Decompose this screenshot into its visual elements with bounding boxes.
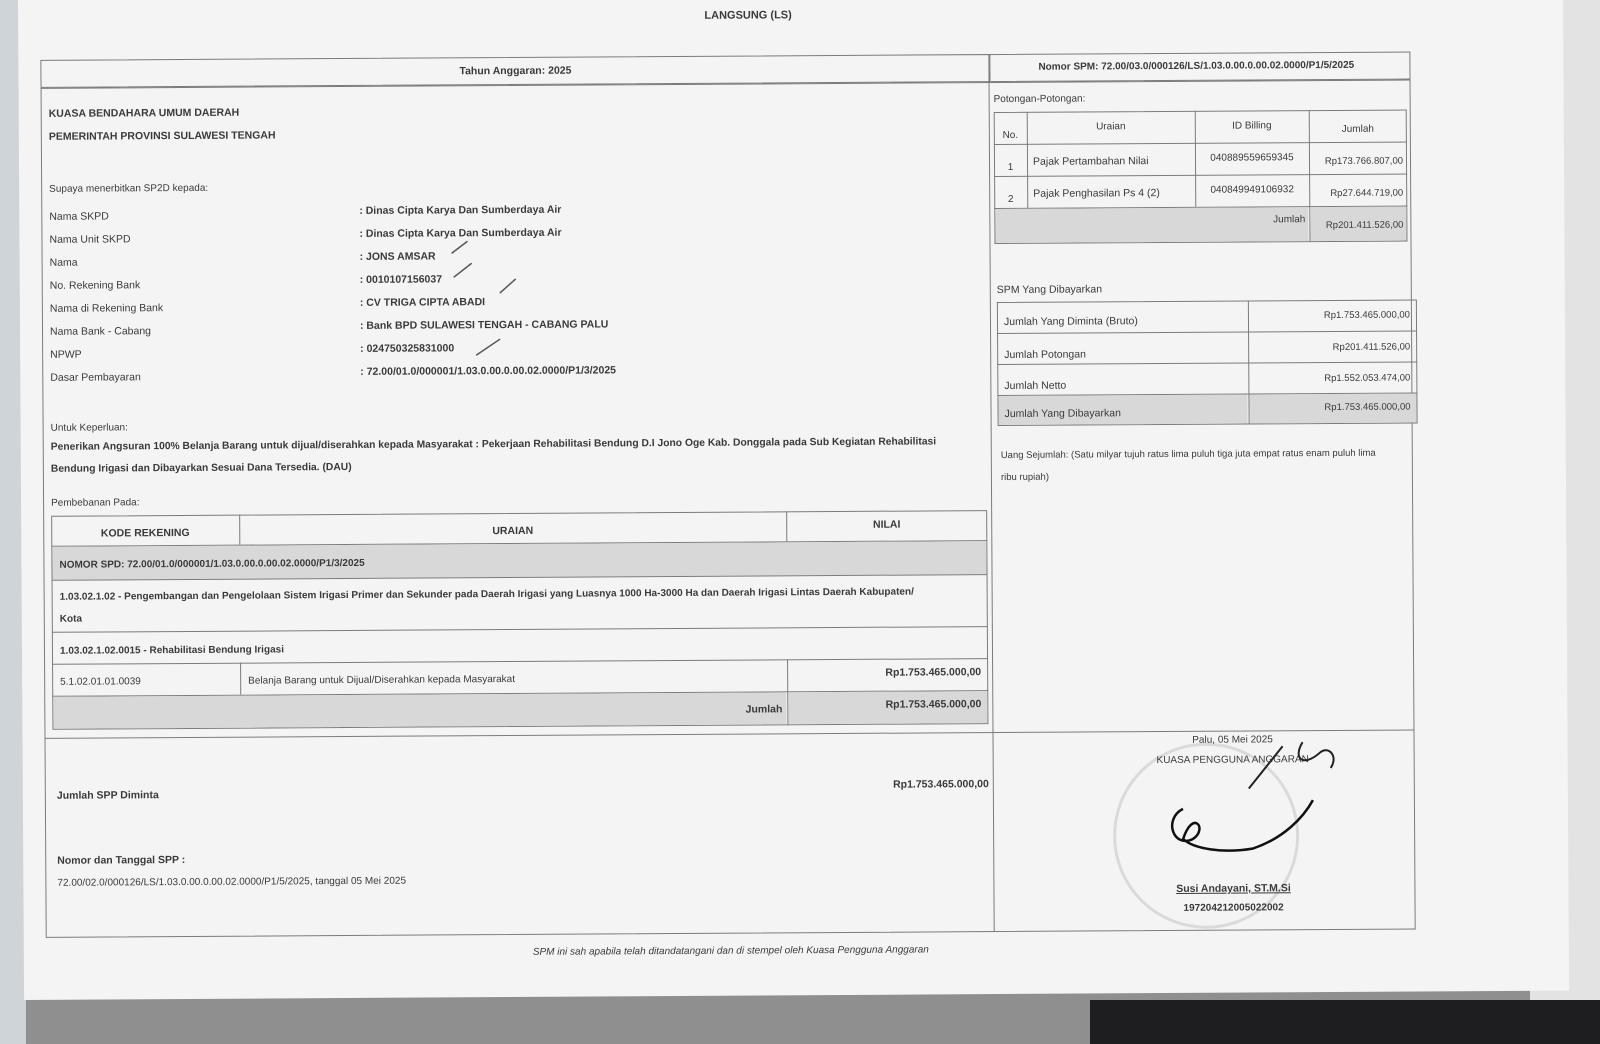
field-label: Nama di Rekening Bank — [49, 302, 164, 315]
col-line — [240, 663, 241, 695]
supaya-label: Supaya menerbitkan SP2D kepada: — [49, 182, 209, 195]
spm-value: Rp1.753.465.000,00 — [1324, 401, 1411, 414]
nomor-spd: NOMOR SPD: 72.00/01.0/000001/1.03.0.00.0.00.02.0000/P1/3/2025 — [59, 557, 365, 571]
tahun-anggaran: Tahun Anggaran: 2025 — [459, 64, 572, 78]
nomor-spp-label: Nomor dan Tanggal SPP : — [57, 853, 186, 867]
jumlah-value: Rp1.753.465.000,00 — [885, 698, 982, 711]
subkegiatan: 1.03.02.1.02.0015 - Rehabilitasi Bendung Irigasi — [59, 644, 284, 657]
org-line-2: PEMERINTAH PROVINSI SULAWESI TENGAH — [48, 129, 276, 143]
p-jumlah: Rp27.644.719,00 — [1330, 187, 1404, 199]
pembebanan-label: Pembebanan Pada: — [51, 497, 140, 509]
field-value: : CV TRIGA CIPTA ABADI — [359, 296, 486, 309]
p-uraian: Pajak Pertambahan Nilai — [1032, 155, 1149, 168]
field-value: : Bank BPD SULAWESI TENGAH - CABANG PALU — [359, 318, 609, 332]
nomor-spm: Nomor SPM: 72.00/03.0/000126/LS/1.03.0.00.0.00.02.0000/P1/5/2025 — [1038, 59, 1355, 73]
check-marks — [449, 235, 560, 366]
program-line-1: 1.03.02.1.02 - Pengembangan dan Pengelolaan Sistem Irigasi Primer dan Sekunder pada Daerah Irigasi yang Luasnya 1000 Ha-3000 Ha dan Daerah Irigasi Lintas Daerah Kabupaten/ — [59, 586, 914, 603]
spm-label: Jumlah Potongan — [1004, 348, 1086, 361]
p-billing: 040849949106932 — [1210, 184, 1294, 196]
field-value: : JONS AMSAR — [359, 250, 436, 263]
spm-document — [18, 0, 1569, 1000]
untuk-line-2: Bendung Irigasi dan Dibayarkan Sesuai Dana Tersedia. (DAU) — [50, 461, 352, 475]
field-label: Dasar Pembayaran — [50, 371, 141, 384]
row-nilai: Rp1.753.465.000,00 — [885, 666, 982, 679]
potongan-title: Potongan-Potongan: — [993, 93, 1086, 106]
field-label: Nama SKPD — [49, 210, 109, 223]
p-jumlah-label: Jumlah — [1273, 214, 1306, 226]
untuk-line-1: Penerikan Angsuran 100% Belanja Barang untuk dijual/diserahkan kepada Masyarakat : Pekerjaan Rehabilitasi Bendung D.I Jono Oge Kab. Donggala pada Sub Kegiatan Rehabilitasi — [50, 436, 937, 453]
row-kode: 5.1.02.01.01.0039 — [60, 676, 141, 688]
jumlah-label: Jumlah — [745, 703, 783, 716]
p-jumlah-value: Rp201.411.526,00 — [1325, 219, 1404, 232]
field-label: No. Rekening Bank — [49, 279, 141, 292]
spm-value: Rp1.552.053.474,00 — [1324, 372, 1411, 385]
handwritten-signature — [1153, 738, 1354, 869]
pth-uraian: Uraian — [1096, 121, 1126, 133]
pth-billing: ID Billing — [1232, 120, 1272, 132]
spm-value: Rp1.753.465.000,00 — [1323, 309, 1410, 322]
th-kode: KODE REKENING — [100, 526, 190, 540]
doc-title: LANGSUNG (LS) — [704, 9, 792, 22]
field-label: Nama Bank - Cabang — [49, 325, 152, 338]
p-no: 2 — [1007, 193, 1014, 205]
footer-note: SPM ini sah apabila telah ditandatangani dan di stempel oleh Kuasa Pengguna Anggaran — [532, 944, 929, 958]
sign-name: Susi Andayani, ST.M.Si — [1176, 882, 1291, 895]
th-uraian: URAIAN — [492, 524, 534, 538]
spm-label: Jumlah Netto — [1004, 379, 1067, 392]
field-value: : Dinas Cipta Karya Dan Sumberdaya Air — [359, 203, 562, 217]
sign-nip: 197204212005022002 — [1183, 902, 1284, 914]
spm-label: Jumlah Yang Dibayarkan — [1004, 407, 1121, 420]
field-value: : 0010107156037 — [359, 273, 443, 286]
pth-jumlah: Jumlah — [1341, 123, 1374, 135]
jumlah-spp-value: Rp1.753.465.000,00 — [893, 778, 989, 791]
spm-label: Jumlah Yang Diminta (Bruto) — [1003, 315, 1138, 328]
nomor-spp-value: 72.00/02.0/000126/LS/1.03.0.00.0.00.02.0000/P1/5/2025, tanggal 05 Mei 2025 — [57, 875, 407, 889]
field-label: Nama Unit SKPD — [49, 233, 131, 246]
field-value: : 024750325831000 — [360, 342, 455, 355]
field-value: : 72.00/01.0/000001/1.03.0.00.0.00.02.0000/P1/3/2025 — [360, 364, 617, 378]
untuk-label: Untuk Keperluan: — [50, 422, 128, 434]
p-billing: 040889559659345 — [1210, 152, 1294, 164]
uang-line-2: ribu rupiah) — [1000, 471, 1050, 484]
row-uraian: Belanja Barang untuk Dijual/Diserahkan kepada Masyarakat — [248, 673, 516, 687]
field-label: NPWP — [50, 348, 82, 361]
org-line-1: KUASA BENDAHARA UMUM DAERAH — [48, 106, 240, 120]
sign-place-date: Palu, 05 Mei 2025 — [1192, 734, 1273, 746]
p-jumlah: Rp173.766.807,00 — [1324, 155, 1404, 168]
field-value: : Dinas Cipta Karya Dan Sumberdaya Air — [359, 226, 562, 240]
background-desk — [1090, 1000, 1600, 1044]
p-no: 1 — [1007, 161, 1014, 173]
field-label: Nama — [49, 256, 78, 269]
spm-title: SPM Yang Dibayarkan — [996, 283, 1103, 297]
jumlah-spp-label: Jumlah SPP Diminta — [56, 789, 159, 802]
uang-line-1: Uang Sejumlah: (Satu milyar tujuh ratus lima puluh tiga juta empat ratus enam puluh lima — [1000, 447, 1376, 462]
spm-value: Rp201.411.526,00 — [1332, 341, 1411, 353]
p-uraian: Pajak Penghasilan Ps 4 (2) — [1033, 187, 1160, 200]
th-nilai: NILAI — [872, 518, 901, 531]
pth-no: No. — [1002, 129, 1019, 141]
sign-role: KUASA PENGGUNA ANGGARAN — [1156, 754, 1309, 767]
program-line-2: Kota — [59, 613, 83, 625]
